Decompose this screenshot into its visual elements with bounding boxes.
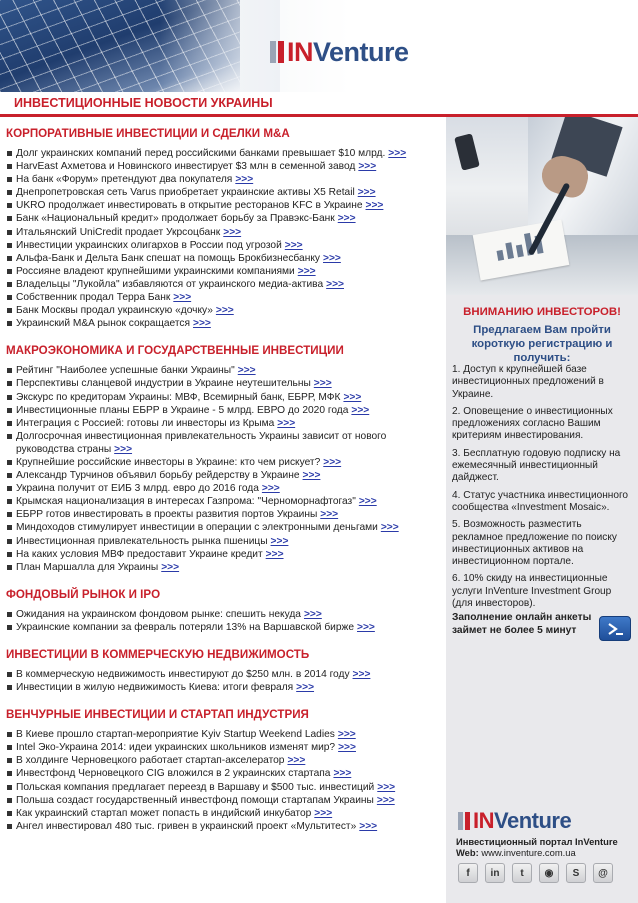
twitter-icon[interactable]: t (512, 863, 532, 883)
read-more-link[interactable]: >>> (237, 365, 256, 377)
news-item (6, 561, 438, 574)
news-item (6, 404, 438, 417)
signup-text: Заполнение онлайн анкеты займет не более 5 минут (452, 612, 592, 636)
news-item (6, 239, 438, 252)
news-headline: Украинские компании за февраль потеряли 13% на Варшавской бирже (16, 621, 354, 633)
news-item (6, 212, 438, 225)
attention-title: ВНИМАНИЮ ИНВЕСТОРОВ! (463, 306, 621, 318)
news-item (6, 781, 438, 794)
news-item (6, 621, 438, 634)
social-links (458, 863, 613, 883)
news-headline: Интеграция с Россией: готовы ли инвесторы из Крыма (16, 417, 275, 429)
news-headline: ЕБРР готов инвестировать в проекты развития портов Украины (16, 509, 318, 521)
facebook-icon[interactable]: f (458, 863, 478, 883)
news-item (6, 226, 438, 239)
news-item (6, 668, 438, 681)
email-icon[interactable]: @ (593, 863, 613, 883)
read-more-link[interactable]: >>> (351, 404, 370, 416)
news-headline: Инвестиционная привлекательность рынка пшеницы (16, 535, 268, 547)
read-more-link[interactable]: >>> (302, 470, 321, 482)
news-headline: Альфа-Банк и Дельта Банк спешат на помощь Брокбизнесбанку (16, 252, 320, 264)
read-more-link[interactable]: >>> (323, 252, 341, 264)
benefit-item: 1. Доступ к крупнейшей базе инвестиционных предложений в Украине. (452, 364, 604, 400)
news-headline: Инвестиции украинских олигархов в России под угрозой (16, 239, 282, 251)
news-headline: На банк «Форум» претендуют два покупателя (16, 174, 233, 186)
news-headline: На каких условия МВФ предоставит Украине кредит (16, 548, 263, 560)
read-more-link[interactable]: >>> (320, 509, 339, 521)
news-headline: Собственник продал Терра Банк (16, 292, 171, 304)
page-title: ИНВЕСТИЦИОННЫЕ НОВОСТИ УКРАИНЫ (14, 96, 273, 110)
news-headline: В холдинге Черновецкого работает стартап-акселератор (16, 755, 285, 767)
news-item (6, 391, 438, 404)
news-item (6, 820, 438, 833)
news-headline: Польская компания предлагает переезд в Варшаву и $500 тыс. инвестиций (16, 781, 375, 793)
portal-name: Инвестиционный портал InVenture (456, 836, 618, 847)
news-headline: Инвестфонд Черновецкого CIG вложился в 2 украинских стартапа (16, 768, 331, 780)
news-headline: Рейтинг "Наиболее успешные банки Украины" (16, 365, 235, 377)
news-item (6, 681, 438, 694)
news-item (6, 794, 438, 807)
read-more-link[interactable]: >>> (358, 496, 377, 508)
news-headline: Россияне владеют крупнейшими украинскими компаниями (16, 265, 295, 277)
read-more-link[interactable]: >>> (223, 226, 242, 238)
news-item (6, 252, 438, 265)
read-more-link[interactable]: >>> (265, 548, 284, 560)
news-item (6, 535, 438, 548)
skype-icon[interactable]: S (566, 863, 586, 883)
news-item (6, 469, 438, 482)
news-item (6, 317, 438, 330)
news-headline: Как украинский стартап может попасть в индийский инкубатор (16, 807, 312, 819)
read-more-link[interactable]: >>> (287, 755, 306, 767)
read-more-link[interactable]: >>> (338, 742, 356, 754)
news-headline: Инвестиции в жилую недвижимость Киева: итоги февраля (16, 682, 294, 694)
news-headline: Итальянский UniCredit продает Укрсоцбанк (16, 226, 221, 238)
arrow-right-icon (608, 622, 624, 636)
read-more-link[interactable]: >>> (359, 820, 378, 832)
news-list (6, 364, 438, 574)
news-item (6, 521, 438, 534)
logo-mark-icon (458, 812, 470, 830)
news-item (6, 173, 438, 186)
news-headline: В Киеве прошло стартап-мероприятие Kyiv Startup Weekend Ladies (16, 729, 335, 741)
news-item (6, 456, 438, 469)
news-item (6, 608, 438, 621)
news-item (6, 291, 438, 304)
read-more-link[interactable]: >>> (343, 391, 362, 403)
news-headline: Польша создаст государственный инвестфонд помощи стартапам Украины (16, 794, 374, 806)
news-item (6, 767, 438, 780)
news-headline: Ожидания на украинском фондовом рынке: спешить некуда (16, 608, 301, 620)
inventure-logo[interactable]: INVenture (270, 40, 409, 64)
news-item (6, 304, 438, 317)
news-headline: Инвестиционные планы ЕБРР в Украине - 5 млрд. ЕВРО до 2020 года (16, 404, 349, 416)
news-item (6, 430, 438, 456)
news-item (6, 741, 438, 754)
read-more-link[interactable]: >>> (235, 174, 254, 186)
news-column (6, 124, 438, 847)
news-headline: Банк «Национальный кредит» продолжает борьбу за Правэкс-Банк (16, 213, 335, 225)
web-label: Web: (456, 847, 479, 858)
news-headline: Экскурс по кредиторам Украины: МВФ, Всемирный банк, ЕБРР, МФК (16, 391, 341, 403)
news-headline: Банк Москвы продал украинскую «дочку» (16, 305, 213, 317)
read-more-link[interactable]: >>> (314, 807, 333, 819)
read-more-link[interactable]: >>> (365, 200, 384, 212)
rss-icon[interactable]: ◉ (539, 863, 559, 883)
read-more-link[interactable]: >>> (352, 669, 371, 680)
news-list (6, 668, 438, 694)
news-headline: Крупнейшие российские инвесторы в Украине: кто чем рискует? (16, 456, 321, 468)
news-headline: UKRO продолжает инвестировать в открытие ресторанов KFC в Украине (16, 200, 363, 212)
read-more-link[interactable]: >>> (357, 187, 376, 199)
read-more-link[interactable]: >>> (173, 292, 192, 304)
news-item (6, 186, 438, 199)
news-headline: Украинский M&A рынок сокращается (16, 318, 190, 330)
news-list (6, 728, 438, 833)
signup-go-button[interactable] (599, 616, 631, 641)
news-item (6, 199, 438, 212)
news-list (6, 147, 438, 330)
read-more-link[interactable]: >>> (323, 456, 342, 468)
benefit-item: 3. Бесплатную годовую подписку на ежемесячный инвестиционный дайджест. (452, 447, 621, 484)
read-more-link[interactable]: >>> (161, 561, 180, 573)
read-more-link[interactable]: >>> (193, 318, 211, 330)
header-banner (0, 0, 638, 92)
news-headline: В коммерческую недвижимость инвестируют до $250 млн. в 2014 году (16, 669, 350, 680)
read-more-link[interactable]: >>> (215, 305, 234, 317)
section-title: ФОНДОВЫЙ РЫНОК И IPO (6, 587, 161, 601)
news-list (6, 608, 438, 634)
linkedin-icon[interactable]: in (485, 863, 505, 883)
news-headline: Ангел инвестировал 480 тыс. гривен в украинский проект «Мультитест» (16, 820, 357, 832)
news-headline: Долг украинских компаний перед российскими банками превышает $10 млрд. (16, 148, 386, 159)
news-item (6, 364, 438, 377)
news-item (6, 508, 438, 521)
logo-mark-icon (270, 41, 284, 63)
news-item (6, 377, 438, 390)
news-item (6, 495, 438, 508)
read-more-link[interactable]: >>> (377, 781, 396, 793)
read-more-link[interactable]: >>> (277, 417, 296, 429)
read-more-link[interactable]: >>> (388, 148, 407, 159)
news-item (6, 807, 438, 820)
registration-offer: Предлагаем Вам пройти короткую регистрацию и получить: (471, 324, 613, 364)
read-more-link[interactable]: >>> (114, 443, 133, 455)
news-item (6, 728, 438, 741)
news-headline: Украина получит от ЕИБ 3 млрд. евро до 2016 года (16, 483, 259, 495)
news-headline: Миндоходов стимулирует инвестиции в операции с электронными деньгами (16, 522, 378, 534)
news-headline: План Маршалла для Украины (16, 561, 159, 573)
read-more-link[interactable]: >>> (358, 161, 377, 173)
read-more-link[interactable]: >>> (297, 265, 316, 277)
news-headline: Intel Эко-Украина 2014: идеи украинских школьников изменят мир? (16, 742, 336, 754)
news-item (6, 754, 438, 767)
news-item (6, 265, 438, 278)
news-headline: Долгосрочная инвестиционная привлекательность Украины зависит от нового руководства страны (16, 430, 387, 455)
business-photo (446, 117, 638, 295)
read-more-link[interactable]: >>> (333, 768, 352, 780)
news-headline: Александр Турчинов объявил борьбу рейдерству в Украине (16, 470, 300, 482)
news-item (6, 417, 438, 430)
investor-sidebar (446, 117, 638, 903)
news-headline: Крымская национализация в интересах Газпрома: "Черноморнафтогаз" (16, 496, 356, 508)
news-item (6, 548, 438, 561)
news-item (6, 482, 438, 495)
read-more-link[interactable]: >>> (270, 535, 289, 547)
news-item (6, 147, 438, 160)
news-headline: HarvEast Ахметова и Новинского инвестирует $3 млн в семенной завод (16, 161, 356, 173)
benefits-list (452, 364, 634, 615)
news-headline: Перспективы сланцевой индустрии в Украине неутешительны (16, 378, 311, 390)
read-more-link[interactable]: >>> (303, 608, 322, 620)
read-more-link[interactable]: >>> (337, 729, 356, 741)
benefit-item: 2. Оповещение о инвестиционных предложениях согласно Вашим критериям инвестирования. (452, 405, 613, 442)
news-headline: Владельцы "Лукойла" избавляются от украинского медиа-актива (16, 278, 324, 290)
read-more-link[interactable]: >>> (337, 213, 356, 225)
section-title: ИНВЕСТИЦИИ В КОММЕРЧЕСКУЮ НЕДВИЖИМОСТЬ (6, 648, 310, 661)
read-more-link[interactable]: >>> (357, 621, 375, 633)
benefit-item: 5. Возможность разместить рекламное предложение по поиску инвестиционных активов на инвестиционном портале. (452, 519, 617, 568)
read-more-link[interactable]: >>> (261, 483, 280, 495)
portal-web (456, 847, 576, 858)
section-title: ВЕНЧУРНЫЕ ИНВЕСТИЦИИ И СТАРТАП ИНДУСТРИЯ (6, 708, 309, 722)
section-title: КОРПОРАТИВНЫЕ ИНВЕСТИЦИИ И СДЕЛКИ M&A (6, 127, 290, 140)
read-more-link[interactable]: >>> (380, 522, 399, 534)
benefit-item: 4. Статус участника инвестиционного сообщества «Investment Mosaic». (452, 489, 629, 513)
benefit-item: 6. 10% скиду на инвестиционные услуги InVenture Investment Group (для инвесторов). (452, 573, 612, 610)
read-more-link[interactable]: >>> (284, 239, 303, 251)
read-more-link[interactable]: >>> (376, 794, 395, 806)
read-more-link[interactable]: >>> (296, 682, 315, 694)
news-item (6, 160, 438, 173)
read-more-link[interactable]: >>> (326, 278, 344, 290)
web-url-link[interactable]: www.inventure.com.ua (481, 847, 576, 858)
news-headline: Днепропетровская сеть Varus приобретает украинские активы X5 Retail (16, 187, 355, 199)
news-item (6, 278, 438, 291)
inventure-logo-footer[interactable]: INVenture (458, 811, 571, 831)
section-title: МАКРОЭКОНОМИКА И ГОСУДАРСТВЕННЫЕ ИНВЕСТИЦИИ (6, 344, 344, 358)
read-more-link[interactable]: >>> (313, 378, 332, 390)
